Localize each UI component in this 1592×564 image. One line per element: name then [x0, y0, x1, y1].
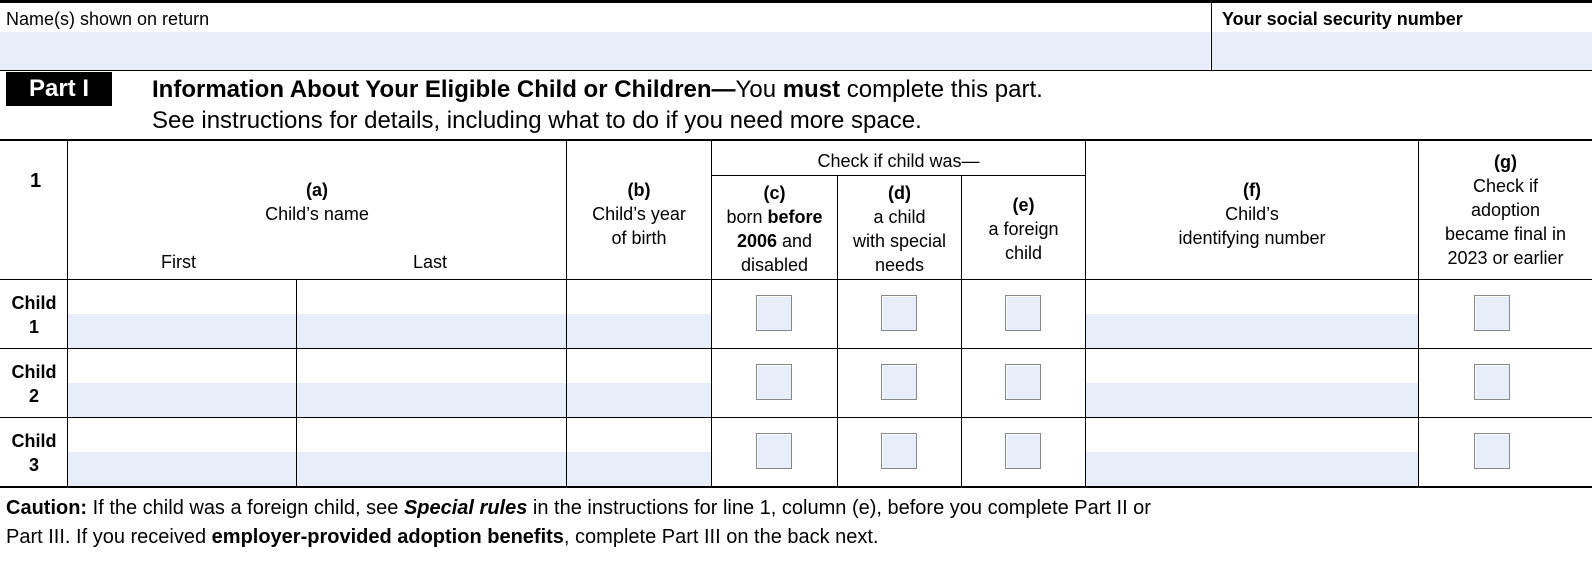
- child-1-id-number-input[interactable]: [1086, 314, 1418, 348]
- ssn-input[interactable]: [1212, 32, 1592, 70]
- special-rules-text: Special rules: [403, 497, 528, 519]
- child-3-first-name-input[interactable]: [68, 452, 296, 486]
- col-c-2006: 2006: [736, 231, 777, 251]
- child-3-adoption-final-checkbox[interactable]: [1474, 433, 1510, 469]
- child-2-last-name-input[interactable]: [297, 383, 566, 417]
- col-e-label-2: child: [1004, 243, 1043, 263]
- child-1-label-number: 1: [28, 317, 39, 337]
- col-a-first: First: [161, 252, 196, 272]
- caution-note: [6, 494, 1151, 552]
- col-d-letter: (d): [888, 183, 911, 203]
- col-b-letter: (b): [627, 180, 651, 200]
- caution-text-4: , complete Part III on the back next.: [563, 526, 879, 548]
- name-input[interactable]: [0, 32, 1210, 70]
- part-tag: Part I: [6, 72, 112, 106]
- col-a-header: [68, 178, 566, 226]
- check-group-rule: [711, 175, 1085, 176]
- child-2-adoption-final-checkbox[interactable]: [1474, 364, 1510, 400]
- child-3-label-word: Child: [11, 431, 57, 451]
- child-1-first-name-input[interactable]: [68, 314, 296, 348]
- child-2-born-before-checkbox[interactable]: [756, 364, 792, 400]
- part-title-bold: Information About Your Eligible Child or Children—: [152, 76, 736, 103]
- col-c-before: before: [767, 207, 823, 227]
- col-d-label-3: needs: [874, 255, 925, 275]
- part-subtitle: See instructions for details, including what to do if you need more space.: [152, 107, 922, 134]
- child-3-label-number: 3: [28, 455, 39, 475]
- col-c-line-2: [712, 229, 837, 253]
- col-f-letter: (f): [1243, 180, 1261, 200]
- part-title-normal-2: complete this part.: [840, 76, 1043, 103]
- child-1-birth-year-input[interactable]: [567, 314, 711, 348]
- caution-line-1: [6, 494, 1151, 523]
- col-b-label-1: Child’s year: [592, 204, 686, 224]
- caution-line-2: [6, 523, 1151, 552]
- col-c-born: born: [726, 207, 768, 227]
- col-c-line-1: [712, 205, 837, 229]
- col-g-label-1: Check if: [1472, 176, 1539, 196]
- child-2-label-number: 2: [28, 386, 39, 406]
- table-header-bottom-rule: [0, 279, 1592, 280]
- col-b-label-2: of birth: [611, 228, 667, 248]
- table-bottom-rule: [0, 486, 1592, 488]
- name-label: Name(s) shown on return: [6, 9, 210, 29]
- col-b-header: [567, 178, 711, 250]
- child-2-special-needs-checkbox[interactable]: [881, 364, 917, 400]
- col-f-header: [1086, 178, 1418, 250]
- row-2-bottom-rule: [0, 417, 1592, 418]
- col-f-label-1: Child’s: [1225, 204, 1279, 224]
- part-title-normal-1: You: [735, 76, 783, 103]
- col-e-letter: (e): [1012, 195, 1035, 215]
- caution-lead: Caution:: [6, 497, 88, 519]
- col-f-label-2: identifying number: [1178, 228, 1326, 248]
- child-2-first-name-input[interactable]: [68, 383, 296, 417]
- child-1-label-word: Child: [11, 293, 57, 313]
- child-2-label-word: Child: [11, 362, 57, 382]
- col-c-letter: (c): [763, 183, 786, 203]
- col-d-label-1: a child: [873, 207, 926, 227]
- col-e-label-1: a foreign: [988, 219, 1059, 239]
- col-a-label: Child’s name: [265, 204, 369, 224]
- part-title: [152, 75, 1043, 105]
- col-g-label-3: became final in: [1444, 224, 1567, 244]
- col-d-label-2: with special: [852, 231, 947, 251]
- child-3-born-before-checkbox[interactable]: [756, 433, 792, 469]
- caution-text-1: If the child was a foreign child, see: [87, 497, 404, 519]
- child-2-foreign-checkbox[interactable]: [1005, 364, 1041, 400]
- line-number: 1: [30, 170, 42, 192]
- child-3-special-needs-checkbox[interactable]: [881, 433, 917, 469]
- col-g-label-2: adoption: [1470, 200, 1541, 220]
- check-group-label: Check if child was—: [817, 151, 980, 171]
- child-3-foreign-checkbox[interactable]: [1005, 433, 1041, 469]
- caution-text-3: Part III. If you received: [6, 526, 212, 548]
- col-c-and: and: [777, 231, 813, 251]
- col-a-letter: (a): [306, 180, 328, 200]
- caution-text-2: in the instructions for line 1, column (e), before you complete Part II or: [527, 497, 1151, 519]
- col-c-header: [712, 181, 837, 277]
- child-3-birth-year-input[interactable]: [567, 452, 711, 486]
- col-g-label-4: 2023 or earlier: [1447, 248, 1564, 268]
- child-2-id-number-input[interactable]: [1086, 383, 1418, 417]
- col-g-header: [1419, 150, 1592, 270]
- col-a-last: Last: [413, 252, 448, 272]
- child-1-last-name-input[interactable]: [297, 314, 566, 348]
- employer-benefits-text: employer-provided adoption benefits: [211, 526, 564, 548]
- child-1-special-needs-checkbox[interactable]: [881, 295, 917, 331]
- top-rule: [0, 0, 1592, 3]
- header-bottom-rule: [0, 70, 1592, 71]
- child-1-foreign-checkbox[interactable]: [1005, 295, 1041, 331]
- row-1-bottom-rule: [0, 348, 1592, 349]
- part-title-must: must: [782, 76, 841, 103]
- child-1-born-before-checkbox[interactable]: [756, 295, 792, 331]
- child-2-birth-year-input[interactable]: [567, 383, 711, 417]
- child-1-label: [0, 291, 68, 339]
- col-e-header: [962, 193, 1085, 265]
- child-1-adoption-final-checkbox[interactable]: [1474, 295, 1510, 331]
- table-top-rule: [0, 139, 1592, 141]
- col-g-letter: (g): [1494, 152, 1517, 172]
- ssn-label: Your social security number: [1222, 9, 1463, 29]
- col-d-header: [838, 181, 961, 277]
- child-3-label: [0, 429, 68, 477]
- child-2-label: [0, 360, 68, 408]
- child-3-id-number-input[interactable]: [1086, 452, 1418, 486]
- child-3-last-name-input[interactable]: [297, 452, 566, 486]
- col-c-disabled: disabled: [740, 255, 809, 275]
